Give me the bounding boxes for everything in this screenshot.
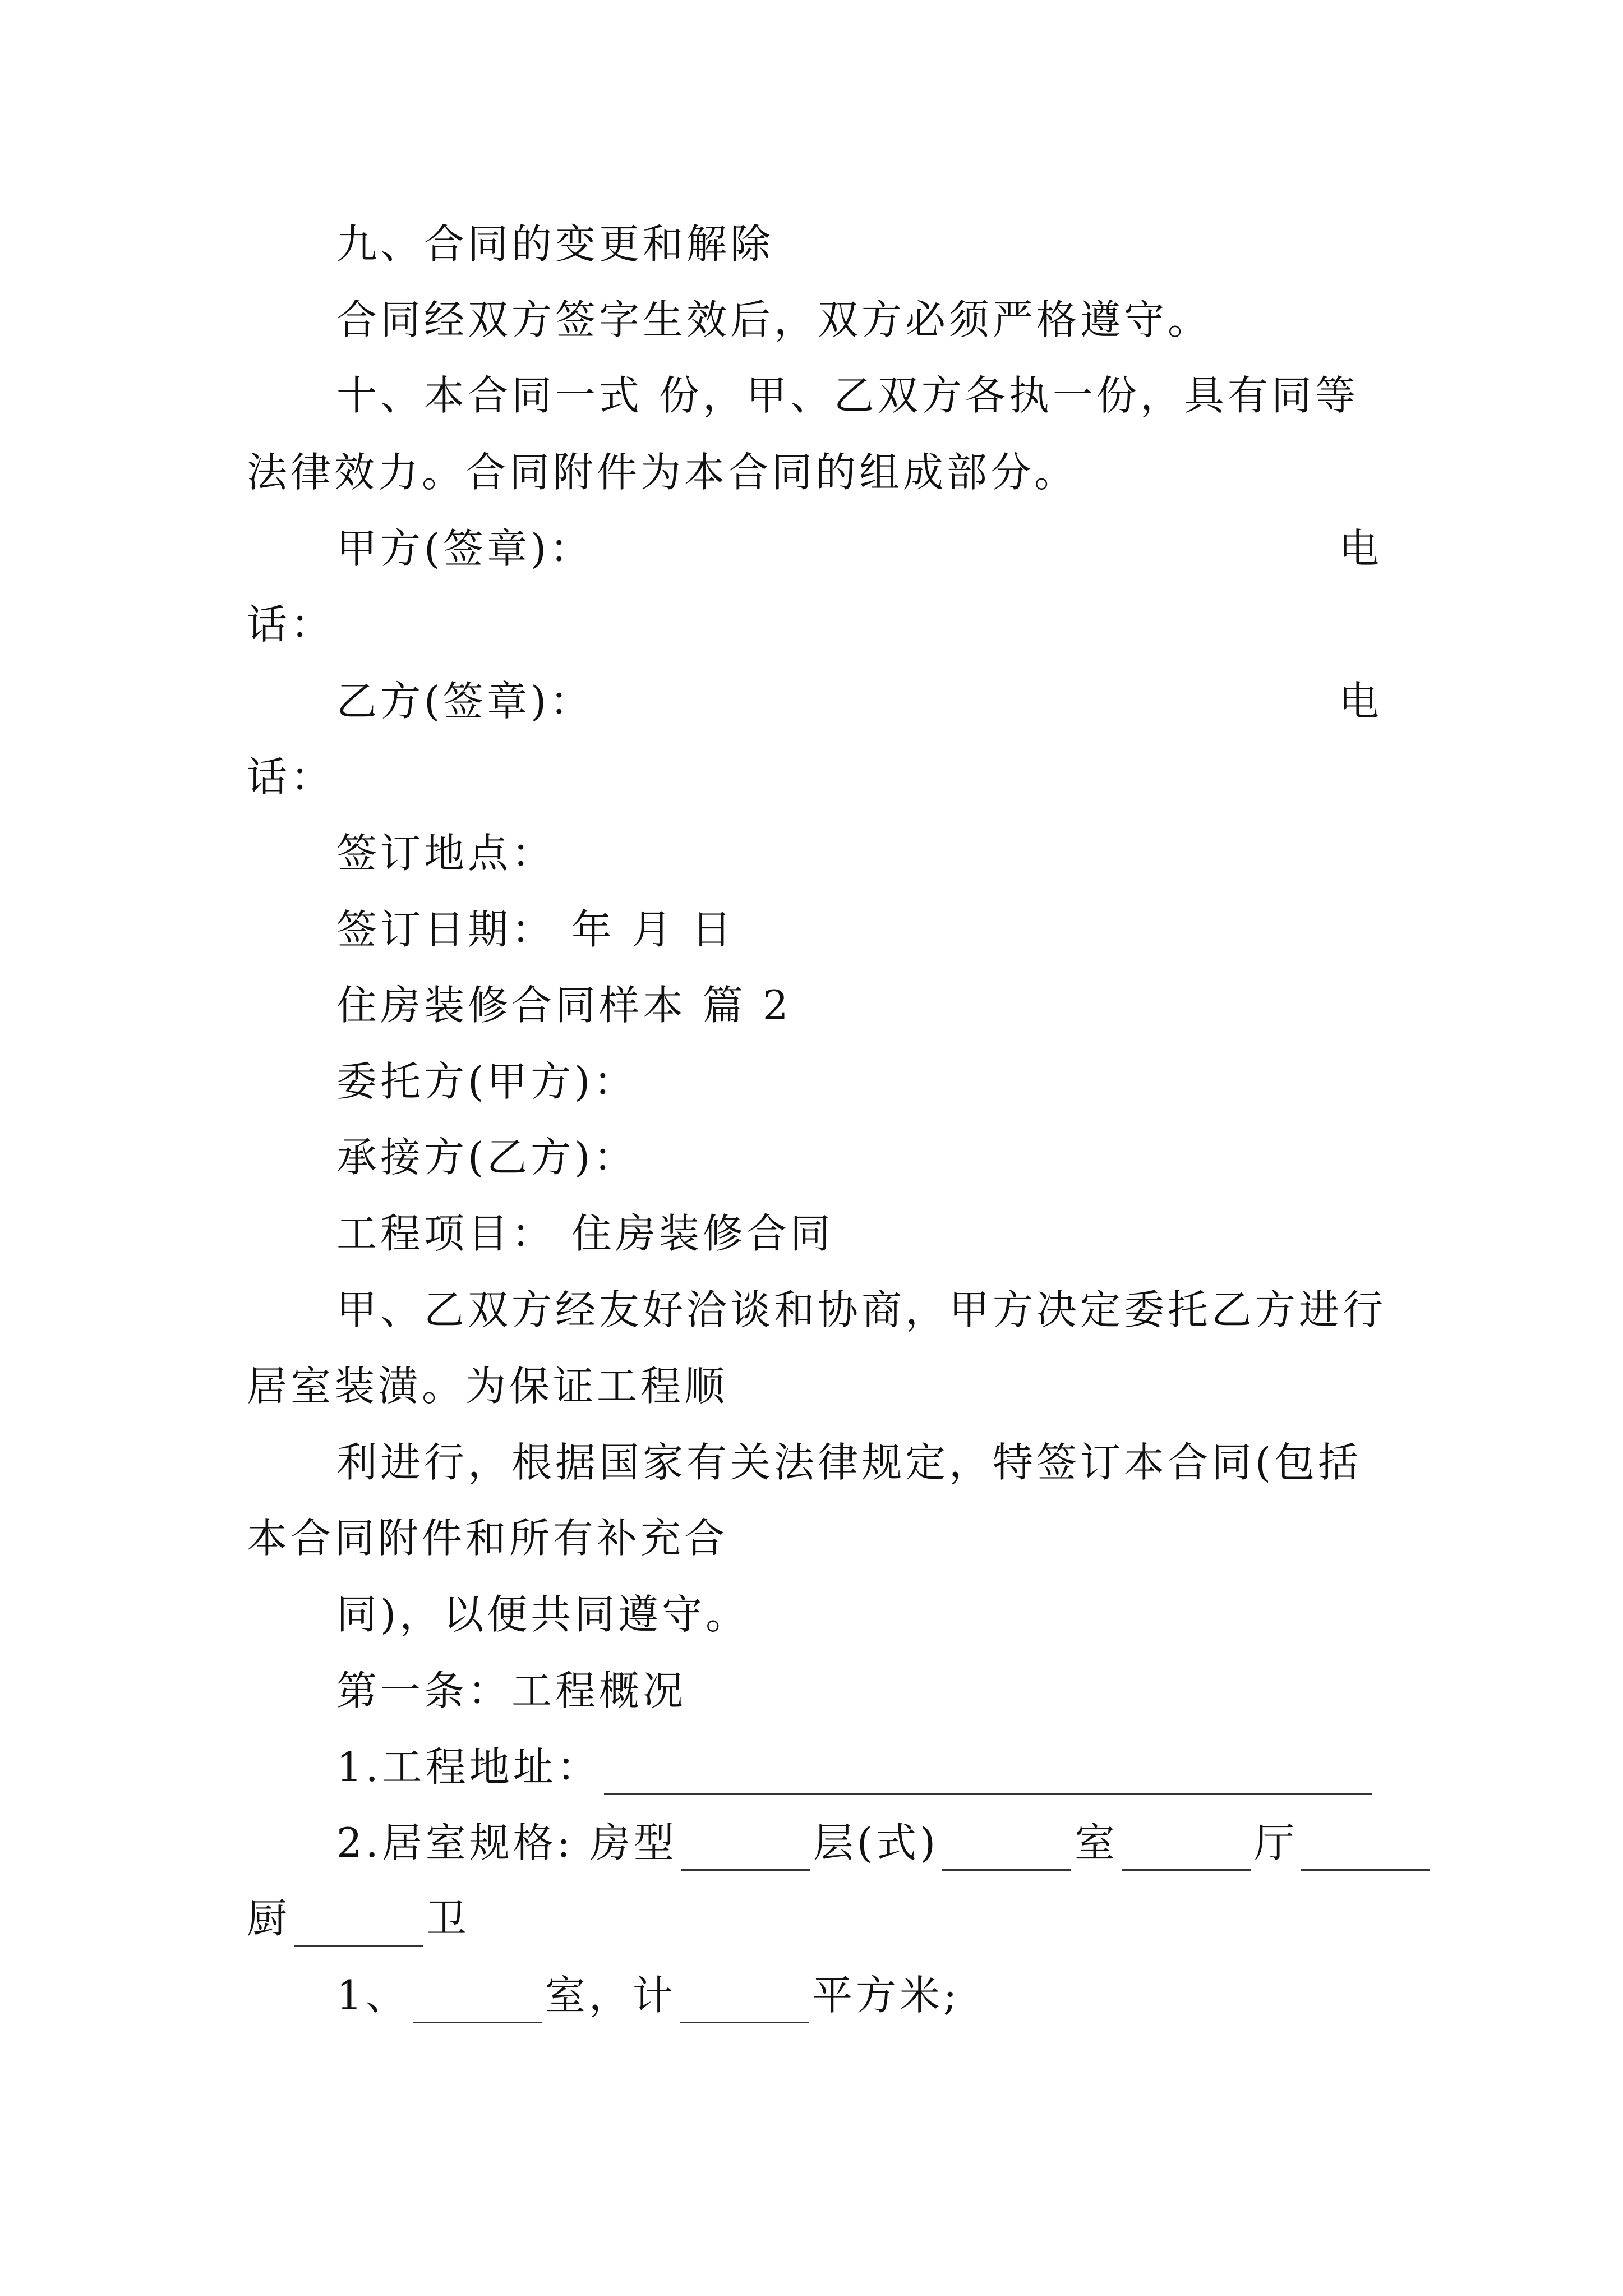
kitchen-blank <box>294 1906 423 1947</box>
phone-label-start: 电 <box>1338 678 1382 725</box>
phone-label-start: 电 <box>1338 525 1382 572</box>
bathroom-label: 卫 <box>426 1895 471 1942</box>
party-a-signature-row <box>336 521 1382 577</box>
area-unit-label: 平方米; <box>811 1972 961 2019</box>
party-b-signature-label: 乙方(签章)： <box>336 678 594 725</box>
project-item-line: 工程项目： 住房装修合同 <box>336 1210 834 1257</box>
hall-blank <box>1301 1830 1430 1871</box>
phone-label-end: 话： <box>247 753 335 800</box>
section-nine-heading: 九、合同的变更和解除 <box>336 220 774 268</box>
kitchen-bath-row <box>247 1890 1382 1947</box>
item-number: 1、 <box>336 1972 409 2019</box>
paragraph-line: 本合同附件和所有补充合 <box>247 1515 728 1562</box>
article-one-heading: 第一条：工程概况 <box>336 1667 687 1714</box>
paragraph-line: 甲、乙双方经友好洽谈和协商，甲方决定委托乙方进行 <box>336 1286 1387 1333</box>
floor-blank <box>942 1830 1071 1871</box>
project-address-row <box>336 1739 1382 1795</box>
project-address-label: 1.工程地址： <box>336 1743 601 1791</box>
party-a-signature-label: 甲方(签章)： <box>336 525 594 572</box>
party-b-signature-row <box>336 673 1382 729</box>
phone-label-end: 话： <box>247 601 335 648</box>
paragraph-line: 同)，以便共同遵守。 <box>336 1591 750 1638</box>
room-blank <box>1122 1830 1251 1871</box>
hall-label: 厅 <box>1254 1819 1298 1866</box>
room-area-label: 室，计 <box>545 1972 676 2019</box>
unit-type-label: 房型 <box>589 1819 677 1866</box>
paragraph-line: 利进行，根据国家有关法律规定，特签订本合同(包括 <box>336 1439 1362 1486</box>
contractor-party-label: 承接方(乙方)： <box>336 1134 638 1181</box>
signing-date-label: 签订日期： 年 月 日 <box>336 906 735 953</box>
room-name-blank <box>413 1982 542 2023</box>
room-area-row <box>336 1967 1382 2023</box>
area-blank <box>680 1982 809 2023</box>
paragraph-line: 居室装潢。为保证工程顺 <box>247 1363 728 1410</box>
signing-place-label: 签订地点： <box>336 830 556 877</box>
paragraph-line: 十、本合同一式 份，甲、乙双方各执一份，具有同等 <box>336 372 1359 419</box>
room-label: 室 <box>1075 1819 1119 1866</box>
contract-title: 住房装修合同样本 篇 2 <box>336 982 792 1029</box>
unit-type-blank <box>681 1830 810 1871</box>
room-specs-label: 2.居室规格: <box>336 1819 574 1866</box>
paragraph-line: 法律效力。合同附件为本合同的组成部分。 <box>247 449 1078 496</box>
room-specs-row <box>336 1815 1382 1871</box>
paragraph-line: 合同经双方签字生效后，双方必须严格遵守。 <box>336 296 1212 343</box>
kitchen-label: 厨 <box>247 1895 291 1942</box>
client-party-label: 委托方(甲方)： <box>336 1058 638 1105</box>
floor-label: 层(式) <box>813 1819 939 1866</box>
project-address-blank <box>604 1754 1372 1795</box>
